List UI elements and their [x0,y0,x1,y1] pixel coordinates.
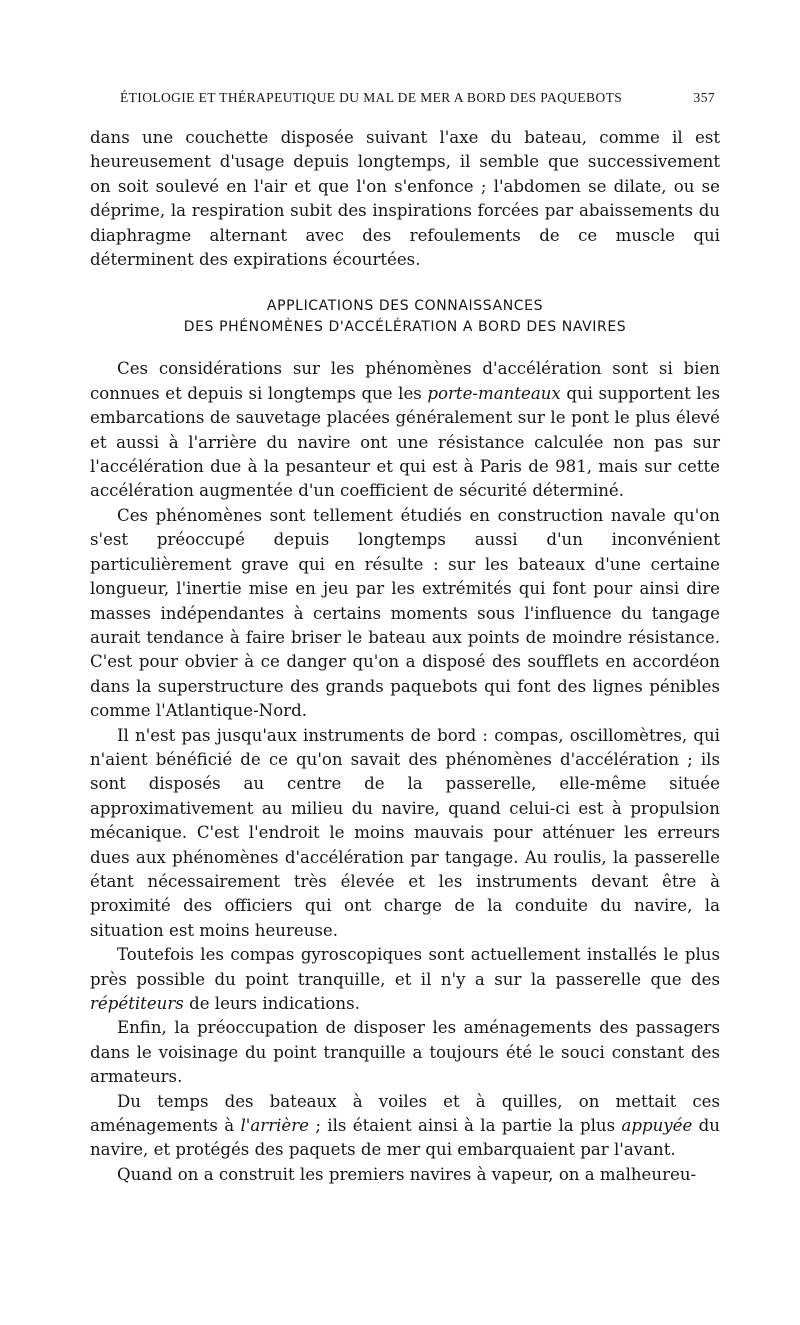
section-heading-line-1: APPLICATIONS DES CONNAISSANCES [266,298,544,315]
page-number: 357 [693,90,715,105]
running-header [120,90,715,106]
paragraph-navires-a-vapeur: Quand on a construit les premiers navires à vapeur, on a malheureu- [117,1164,697,1184]
running-title: ÉTIOLOGIE ET THÉRAPEUTIQUE DU MAL DE MER A BORD DES PAQUEBOTS [120,90,623,105]
paragraph-construction-navale: Ces phénomènes sont tellement étudiés en construction navale qu'on s'est préoccupé depuis longtemps aussi d'un inconvénient particulièrement grave qui en résulte : sur les bateaux d'une certaine longueur, l'inertie mise en jeu par les extrémités qui font pour ainsi dire masses indépendantes à certains moments sous l'influence du tangage aurait tendance à faire briser le bateau aux points de moindre résistance. C'est pour obvier à ce danger qu'on a disposé des soufflets en accordéon dans la superstructure des grands paquebots qui font des lignes pénibles comme l'Atlantique-Nord. [90,505,720,721]
term-repetiteurs: répétiteurs [90,994,184,1013]
term-porte-manteaux: porte-manteaux [427,383,561,403]
paragraph-instruments-de-bord: Il n'est pas jusqu'aux instruments de bord : compas, oscillomètres, qui n'aient bénéficié de ce qu'on savait des phénomènes d'accélération ; ils sont disposés au centre de la passerelle, elle-même située approximativement au milieu du navire, quand celui-ci est à propulsion mécanique. C'est l'endroit le moins mauvais pour atténuer les erreurs dues aux phénomènes d'accélération par tangage. Au roulis, la passerelle étant nécessairement très élevée et les instruments devant être à proximité des officiers qui ont charge de la conduite du navire, la situation est moins heureuse. [90,725,720,940]
paragraph-compas-gyroscopiques: Toutefois les compas gyroscopiques sont actuellement installés le plus près possible du point tranquille, et il n'y a sur la passerelle que des répétiteurs de leurs indications. [90,945,720,1013]
paragraph-amenagements: Enfin, la préoccupation de disposer les aménagements des passagers dans le voisinage du point tranquille a toujours été le souci constant des armateurs. [90,1018,720,1087]
paragraph-bateaux-a-voiles: Du temps des bateaux à voiles et à quilles, on mettait ces aménagements à l'arrière ; ils étaient ainsi à la partie la plus appuyée du navire, et protégés des paquets de mer qui embarquaient par l'avant. [90,1091,720,1160]
term-appuyee: appuyée [621,1116,693,1136]
paragraph-considerations: Ces considérations sur les phénomènes d'accélération sont si bien connues et depuis si longtemps que les porte-manteaux qui supportent les embarcations de sauvetage placées généralement sur le pont le plus élevé et aussi à l'arrière du navire ont une résistance calculée non pas sur l'accélération due à la pesanteur et qui est à Paris de 981, mais sur cette accélération augmentée d'un coefficient de sécurité déterminé. [90,359,720,501]
section-heading [90,296,720,338]
term-arriere: l'arrière [240,1116,310,1136]
section-heading-line-2: DES PHÉNOMÈNES D'ACCÉLÉRATION A BORD DES NAVIRES [183,319,627,336]
page-body [90,126,720,1187]
paragraph-continued: dans une couchette disposée suivant l'axe du bateau, comme il est heureusement d'usage depuis longtemps, il semble que successivement on soit soulevé en l'air et que l'on s'enfonce ; l'abdomen se dilate, ou se déprime, la respiration subit des inspirations forcées par abaissements du diaphragme alternant avec des refoulements de ce muscle qui déterminent des expirations écourtées. [90,128,720,270]
